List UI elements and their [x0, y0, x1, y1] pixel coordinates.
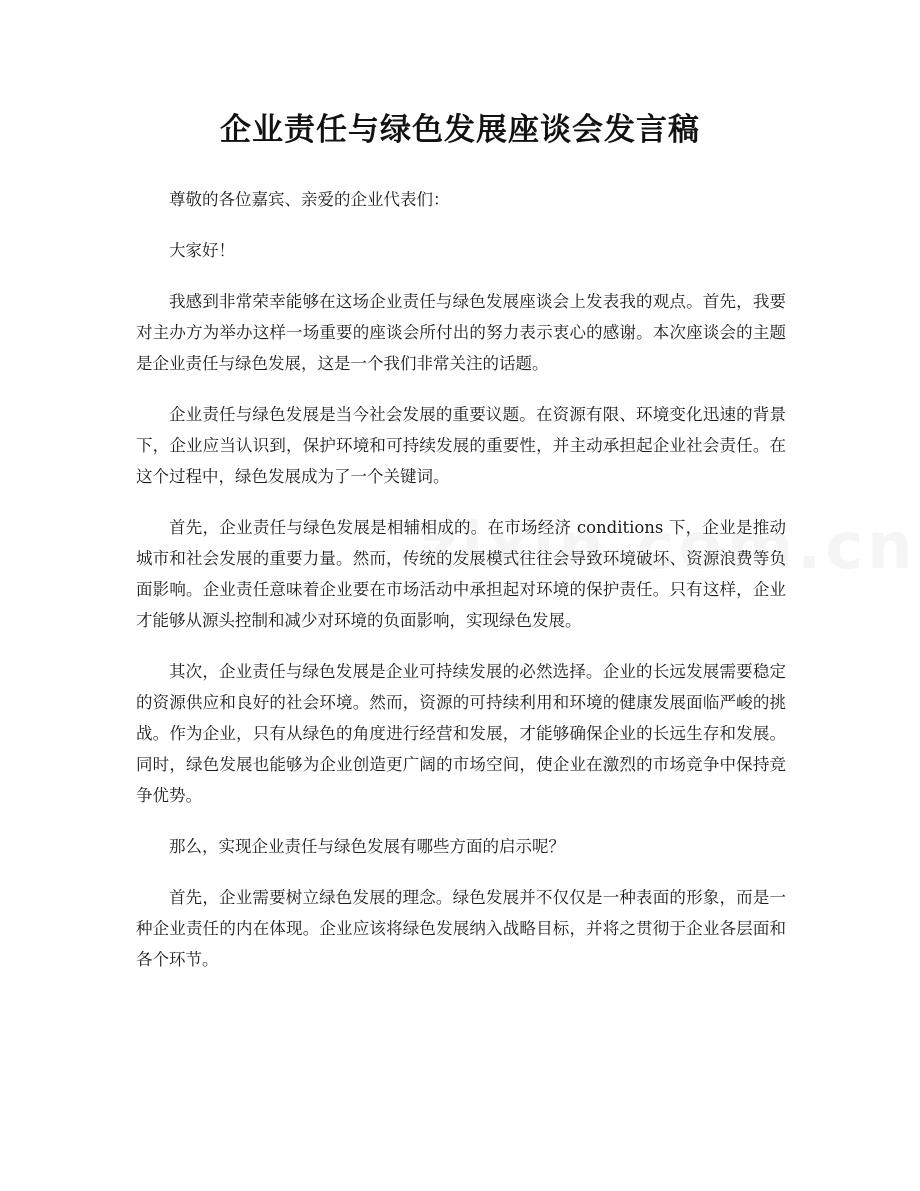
- paragraph: 其次，企业责任与绿色发展是企业可持续发展的必然选择。企业的长远发展需要稳定的资源供应和良好的社会环境。然而，资源的可持续利用和环境的健康发展面临严峻的挑战。作为企业，只有从绿色的角度进行经营和发展，才能够确保企业的长远生存和发展。同时，绿色发展也能够为企业创造更广阔的市场空间，使企业在激烈的市场竞争中保持竞争优势。: [136, 662, 786, 805]
- paragraph: 首先，企业需要树立绿色发展的理念。绿色发展并不仅仅是一种表面的形象，而是一种企业责任的内在体现。企业应该将绿色发展纳入战略目标，并将之贯彻于企业各层面和各个环节。: [136, 888, 786, 969]
- paragraph: 首先，企业责任与绿色发展是相辅相成的。在市场经济 conditions 下，企业是推动城市和社会发展的重要力量。然而，传统的发展模式往往会导致环境破坏、资源浪费等负面影响。企业责任意味着企业要在市场活动中承担起对环境的保护责任。只有这样，企业才能够从源头控制和减少对环境的负面影响，实现绿色发展。: [136, 518, 786, 630]
- paragraph: 我感到非常荣幸能够在这场企业责任与绿色发展座谈会上发表我的观点。首先，我要对主办方为举办这样一场重要的座谈会所付出的努力表示衷心的感谢。本次座谈会的主题是企业责任与绿色发展，这是一个我们非常关注的话题。: [136, 292, 786, 373]
- document-body: [136, 184, 786, 995]
- document-title: 企业责任与绿色发展座谈会发言稿: [220, 112, 700, 148]
- paragraph: 那么，实现企业责任与绿色发展有哪些方面的启示呢？: [169, 837, 565, 856]
- paragraph-greeting: 大家好！: [169, 241, 235, 260]
- paragraph-salutation: 尊敬的各位嘉宾、亲爱的企业代表们：: [169, 190, 450, 209]
- paragraph: 企业责任与绿色发展是当今社会发展的重要议题。在资源有限、环境变化迅速的背景下，企业应当认识到，保护环境和可持续发展的重要性，并主动承担起企业社会责任。在这个过程中，绿色发展成为了一个关键词。: [136, 405, 786, 486]
